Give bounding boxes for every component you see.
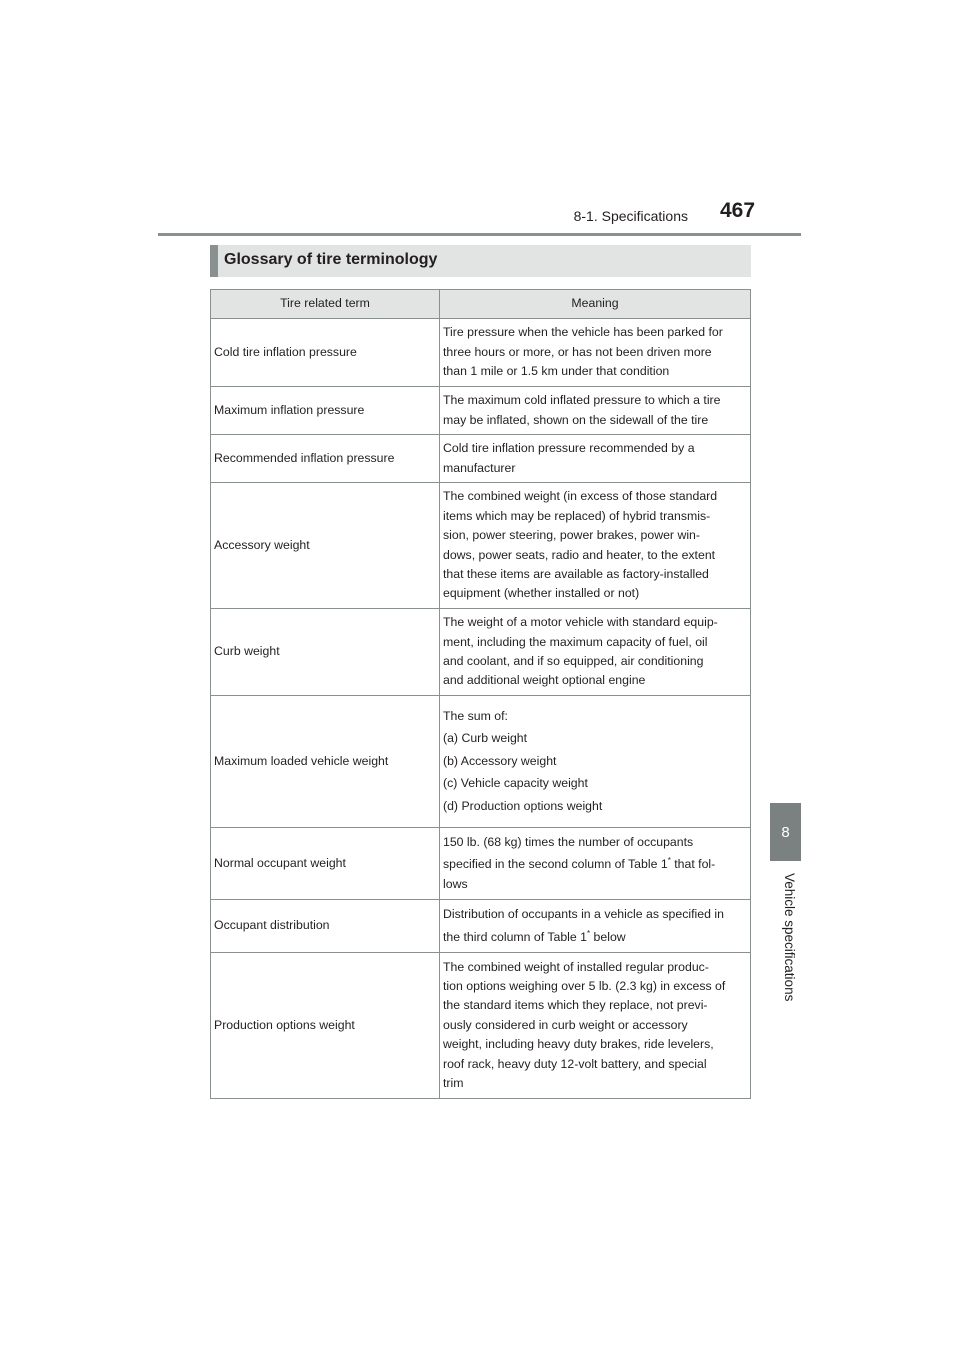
meaning-line: 150 lb. (68 kg) times the number of occupants [443, 834, 694, 849]
chapter-number: 8 [781, 823, 790, 841]
meaning-line: (b) Accessory weight [443, 753, 557, 768]
meaning-line: ously considered in curb weight or accessory [443, 1017, 688, 1032]
meaning-text: below [590, 929, 626, 944]
meaning-line: (a) Curb weight [443, 731, 528, 746]
meaning-line: The combined weight of installed regular produc- [443, 959, 709, 974]
meaning-line: (c) Vehicle capacity weight [443, 776, 588, 791]
chapter-tab[interactable] [770, 803, 801, 861]
table-row [211, 435, 751, 483]
meaning-line: weight, including heavy duty brakes, ride levelers, [443, 1037, 714, 1052]
meaning-line: roof rack, heavy duty 12-volt battery, and special [443, 1056, 707, 1071]
column-header-term: Tire related term [211, 290, 440, 319]
meaning-line: The weight of a motor vehicle with standard equip- [443, 615, 718, 630]
meaning-line: and coolant, and if so equipped, air conditioning [443, 654, 704, 668]
table-row [211, 609, 751, 696]
meaning-line: equipment (whether installed or not) [443, 586, 640, 601]
section-header: 8-1. Specifications [573, 208, 688, 224]
meaning-line: tion options weighing over 5 lb. (2.3 kg) in excess of [443, 978, 726, 993]
meaning-line: items which may be replaced) of hybrid transmis- [443, 508, 711, 523]
meaning-line: trim [443, 1076, 464, 1091]
meaning-line: and additional weight optional engine [443, 673, 646, 688]
glossary-table [210, 289, 751, 1099]
meaning-cell [440, 828, 751, 900]
term-cell: Recommended inflation pressure [211, 435, 440, 483]
header-rule [158, 233, 801, 236]
meaning-line: three hours or more, or has not been driven more [443, 344, 712, 359]
table-row [211, 387, 751, 435]
section-heading [210, 245, 751, 277]
table-row [211, 319, 751, 387]
table-row [211, 828, 751, 900]
meaning-line: Tire pressure when the vehicle has been parked for [443, 325, 723, 340]
table-header-row [211, 290, 751, 319]
chapter-title: Vehicle specifications [782, 873, 797, 1002]
meaning-line: may be inflated, shown on the sidewall of the tire [443, 412, 709, 427]
meaning-line: The sum of: [443, 708, 508, 723]
meaning-cell [440, 319, 751, 387]
meaning-line: that these items are available as factory-installed [443, 566, 709, 581]
term-cell: Normal occupant weight [211, 828, 440, 900]
meaning-line: the standard items which they replace, not previ- [443, 998, 708, 1013]
meaning-line [443, 855, 747, 874]
meaning-line: sion, power steering, power brakes, power win- [443, 528, 700, 543]
meaning-cell [440, 900, 751, 953]
meaning-line [443, 928, 747, 947]
footnote-marker: * [667, 856, 671, 866]
term-cell: Production options weight [211, 953, 440, 1099]
meaning-text: the third column of Table 1 [443, 929, 588, 944]
term-cell: Maximum loaded vehicle weight [211, 696, 440, 828]
meaning-line: The maximum cold inflated pressure to which a tire [443, 393, 721, 408]
meaning-text: that fol- [670, 857, 716, 872]
meaning-cell [440, 435, 751, 483]
meaning-line: ment, including the maximum capacity of fuel, oil [443, 634, 708, 649]
meaning-line: lows [443, 876, 468, 891]
term-cell: Occupant distribution [211, 900, 440, 953]
page-number: 467 [720, 199, 756, 222]
meaning-line: Cold tire inflation pressure recommended by a [443, 441, 695, 456]
meaning-cell [440, 609, 751, 696]
table-row [211, 483, 751, 609]
meaning-cell [440, 483, 751, 609]
table-row [211, 696, 751, 828]
footnote-marker: * [587, 928, 591, 938]
meaning-line: (d) Production options weight [443, 798, 603, 813]
meaning-cell [440, 387, 751, 435]
meaning-line: than 1 mile or 1.5 km under that condition [443, 364, 670, 379]
column-header-meaning: Meaning [440, 290, 751, 319]
meaning-line: manufacturer [443, 460, 516, 475]
meaning-line: dows, power seats, radio and heater, to the extent [443, 547, 716, 562]
table-row [211, 900, 751, 953]
meaning-line: The combined weight (in excess of those standard [443, 489, 718, 504]
meaning-cell [440, 953, 751, 1099]
table-row [211, 953, 751, 1099]
meaning-cell [440, 696, 751, 828]
section-title: Glossary of tire terminology [224, 251, 438, 268]
term-cell: Maximum inflation pressure [211, 387, 440, 435]
meaning-line: Distribution of occupants in a vehicle as specified in [443, 907, 724, 922]
meaning-text: specified in the second column of Table 1 [443, 857, 668, 872]
term-cell: Cold tire inflation pressure [211, 319, 440, 387]
term-cell: Accessory weight [211, 483, 440, 609]
term-cell: Curb weight [211, 609, 440, 696]
